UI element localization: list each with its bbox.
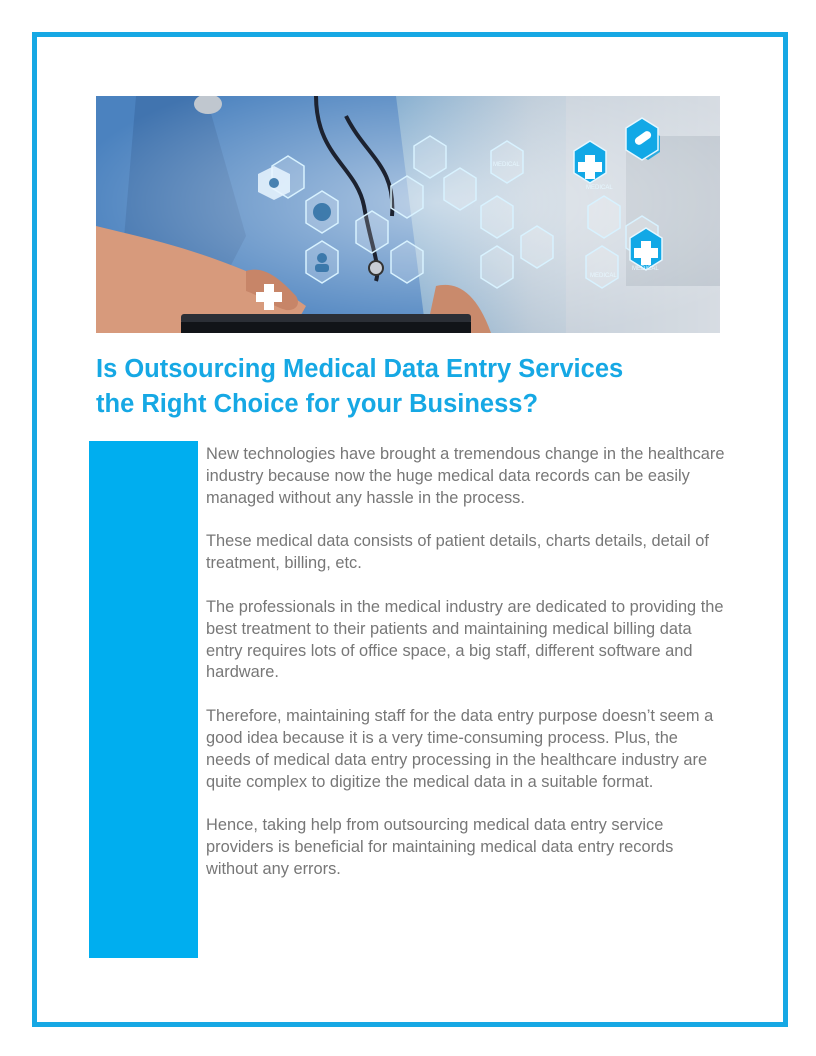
hero-label-medical-4: MEDICAL (632, 266, 659, 272)
hero-label-medical-1: MEDICAL (493, 162, 520, 168)
paragraph-2: These medical data consists of patient details, charts details, detail of treatment, billing, etc. (206, 532, 709, 573)
hero-label-medical-3: MEDICAL (590, 273, 617, 279)
paragraph-5: Hence, taking help from outsourcing medical data entry service providers is beneficial for maintaining medical data entry records without any errors. (206, 816, 674, 878)
paragraph-3: The professionals in the medical industry are dedicated to providing the best treatment to their patients and maintaining medical billing data entry requires lots of office space, a big staff, different software and hardware. (206, 597, 724, 682)
page-title-line-2: the Right Choice for your Business? (96, 390, 539, 418)
hero-label-medical-2: MEDICAL (586, 185, 613, 191)
paragraph-4: Therefore, maintaining staff for the data entry purpose doesn’t seem a good idea because it is a very time-consuming process. Plus, the needs of medical data entry processing in the healthcare industry are quite complex to digitize the medical data in a suitable format. (206, 707, 714, 791)
accent-bar (89, 441, 198, 958)
page-title (96, 352, 736, 422)
page-title-line-1: Is Outsourcing Medical Data Entry Services (96, 355, 624, 383)
paragraph-1: New technologies have brought a tremendous change in the healthcare industry because now the huge medical data records can be easily managed without any hassle in the process. (206, 445, 725, 507)
hero-image (96, 96, 720, 333)
article-body (206, 444, 726, 903)
